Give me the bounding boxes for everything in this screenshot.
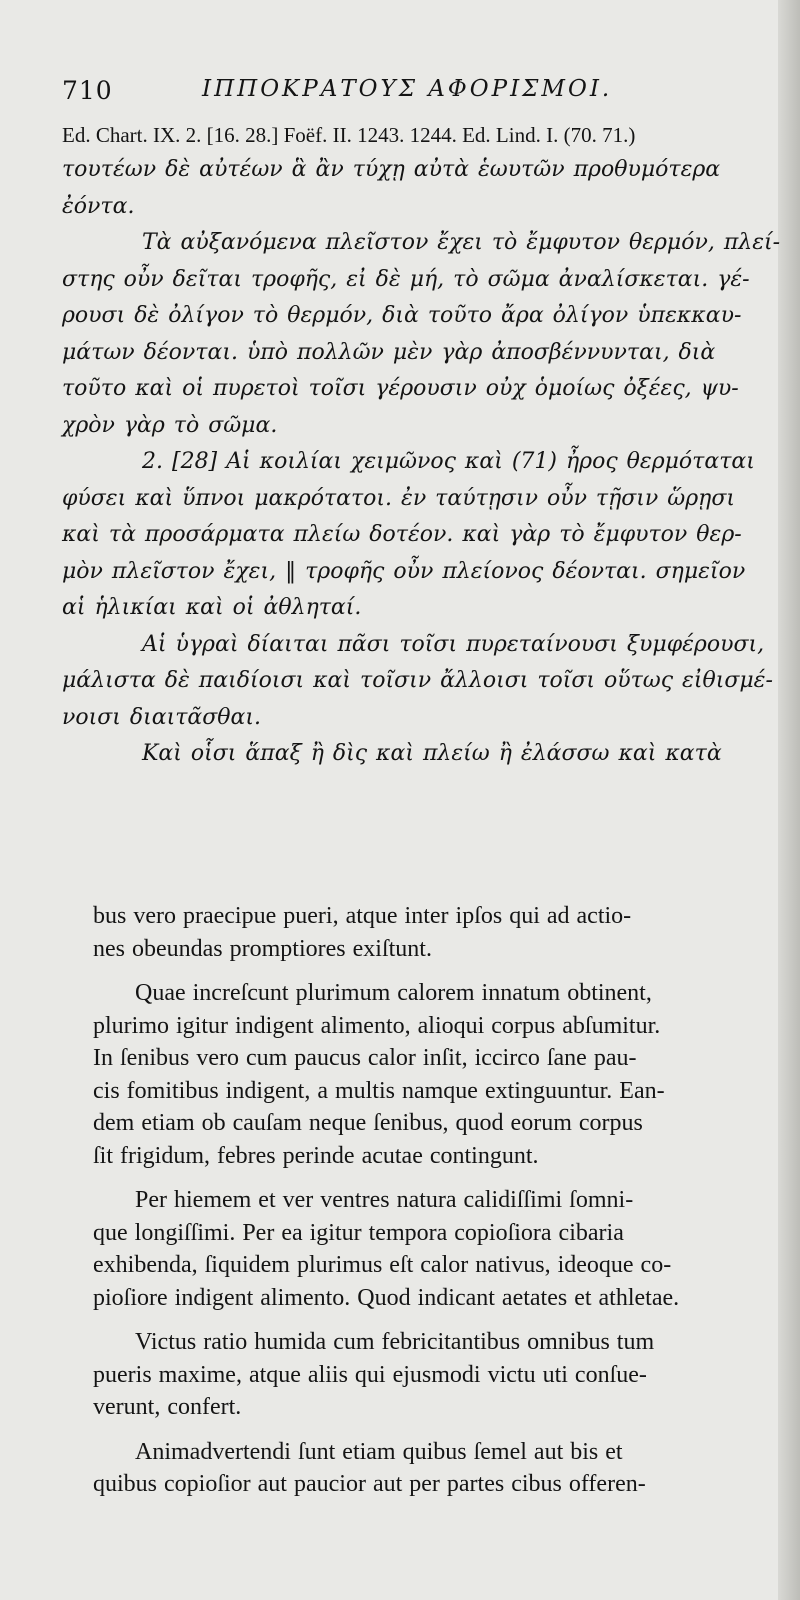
greek-line: ἐόντα.	[62, 193, 135, 219]
greek-line: νοισι διαιτᾶσθαι.	[62, 704, 262, 730]
greek-line: μάλιστα δὲ παιδίοισι καὶ τοῖσιν ἄλλοισι τοῖσι οὕτως εἰθισμέ-	[62, 668, 773, 693]
greek-line: αἱ ἡλικίαι καὶ οἱ ἀθληταί.	[62, 595, 362, 620]
greek-line: τουτέων δὲ αὐτέων ἃ ἂν τύχῃ αὐτὰ ἑωυτῶν προθυμότερα	[62, 157, 721, 182]
greek-line: μὸν πλεῖστον ἔχει, ‖ τροφῆς οὖν πλείονος δέονται. σημεῖον	[62, 558, 746, 584]
greek-line: στης οὖν δεῖται τροφῆς, εἰ δὲ μή, τὸ σῶμα ἀναλίσκεται. γέ-	[62, 266, 750, 292]
latin-line: Victus ratio humida cum febricitantibus omnibus tum	[135, 1329, 655, 1355]
greek-paragraph-1	[62, 152, 784, 225]
greek-line: 2. [28] Αἱ κοιλίαι χειμῶνος καὶ (71) ἦρος θερμόταται	[142, 449, 755, 474]
latin-line: plurimo igitur indigent alimento, alioqui corpus abſumitur.	[93, 1012, 661, 1039]
greek-paragraph-2	[62, 225, 784, 444]
latin-paragraph-5	[93, 1436, 779, 1501]
latin-line: cis fomitibus indigent, a multis namque extinguuntur. Ean-	[93, 1077, 665, 1104]
greek-line: Αἱ ὑγραὶ δίαιται πᾶσι τοῖσι πυρεταίνουσι ξυμφέρουσι,	[142, 631, 765, 657]
greek-paragraph-4	[62, 627, 784, 737]
latin-line: bus vero praecipue pueri, atque inter ipſos qui ad actio-	[93, 903, 632, 929]
latin-line: Per hiemem et ver ventres natura calidiſſimi ſomni-	[135, 1187, 634, 1213]
latin-line: Quae increſcunt plurimum calorem innatum obtinent,	[135, 980, 652, 1006]
latin-line: In ſenibus vero cum paucus calor inſit, iccirco ſane pau-	[93, 1045, 637, 1071]
latin-paragraph-1	[93, 900, 779, 965]
latin-line: exhibenda, ſiquidem plurimus eſt calor nativus, ideoque co-	[93, 1252, 672, 1278]
latin-text-block	[93, 900, 779, 1513]
page-header	[62, 72, 782, 112]
greek-text-block	[62, 152, 784, 773]
latin-line: pueris maxime, atque aliis qui ejusmodi victu uti conſue-	[93, 1361, 647, 1388]
latin-line: que longiſſimi. Per ea igitur tempora copioſiora cibaria	[93, 1219, 624, 1246]
page-number: 710	[62, 76, 113, 105]
latin-line: verunt, confert.	[93, 1394, 242, 1420]
greek-line: χρὸν γὰρ τὸ σῶμα.	[62, 412, 278, 438]
latin-line: nes obeundas promptiores exiſtunt.	[93, 935, 432, 962]
latin-paragraph-2	[93, 977, 779, 1172]
latin-paragraph-3	[93, 1184, 779, 1314]
edition-reference: Ed. Chart. IX. 2. [16. 28.] Foëf. II. 1243. 1244. Ed. Lind. I. (70. 71.)	[62, 123, 636, 147]
latin-paragraph-4	[93, 1326, 779, 1424]
greek-paragraph-3	[62, 444, 784, 627]
greek-line: φύσει καὶ ὕπνοι μακρότατοι. ἐν ταύτῃσιν οὖν τῇσιν ὥρῃσι	[62, 485, 735, 511]
latin-line: ſit frigidum, febres perinde acutae contingunt.	[93, 1142, 539, 1169]
latin-line: dem etiam ob cauſam neque ſenibus, quod eorum corpus	[93, 1110, 643, 1136]
greek-paragraph-5	[62, 736, 784, 773]
greek-line: Καὶ οἷσι ἅπαξ ἢ δὶς καὶ πλείω ἢ ἐλάσσω καὶ κατὰ	[142, 741, 722, 766]
greek-line: μάτων δέονται. ὑπὸ πολλῶν μὲν γὰρ ἀποσβέννυνται, διὰ	[62, 339, 716, 365]
greek-line: καὶ τὰ προσάρματα πλείω δοτέον. καὶ γὰρ τὸ ἔμφυτον θερ-	[62, 522, 742, 547]
latin-line: Animadvertendi ſunt etiam quibus ſemel aut bis et	[135, 1438, 623, 1465]
latin-line: quibus copioſior aut paucior aut per partes cibus offeren-	[93, 1471, 646, 1497]
greek-line: ρουσι δὲ ὀλίγον τὸ θερμόν, διὰ τοῦτο ἄρα ὀλίγον ὑπεκκαυ-	[62, 303, 742, 328]
greek-line: τοῦτο καὶ οἱ πυρετοὶ τοῖσι γέρουσιν οὐχ ὁμοίως ὀξέες, ψυ-	[62, 376, 739, 401]
latin-line: pioſiore indigent alimento. Quod indicant aetates et athletae.	[93, 1284, 680, 1311]
running-title: ΙΠΠΟΚΡΑΤΟΥΣ ΑΦΟΡΙΣΜΟΙ.	[202, 76, 613, 102]
greek-line: Τὰ αὐξανόμενα πλεῖστον ἔχει τὸ ἔμφυτον θερμόν, πλεί-	[142, 230, 781, 255]
